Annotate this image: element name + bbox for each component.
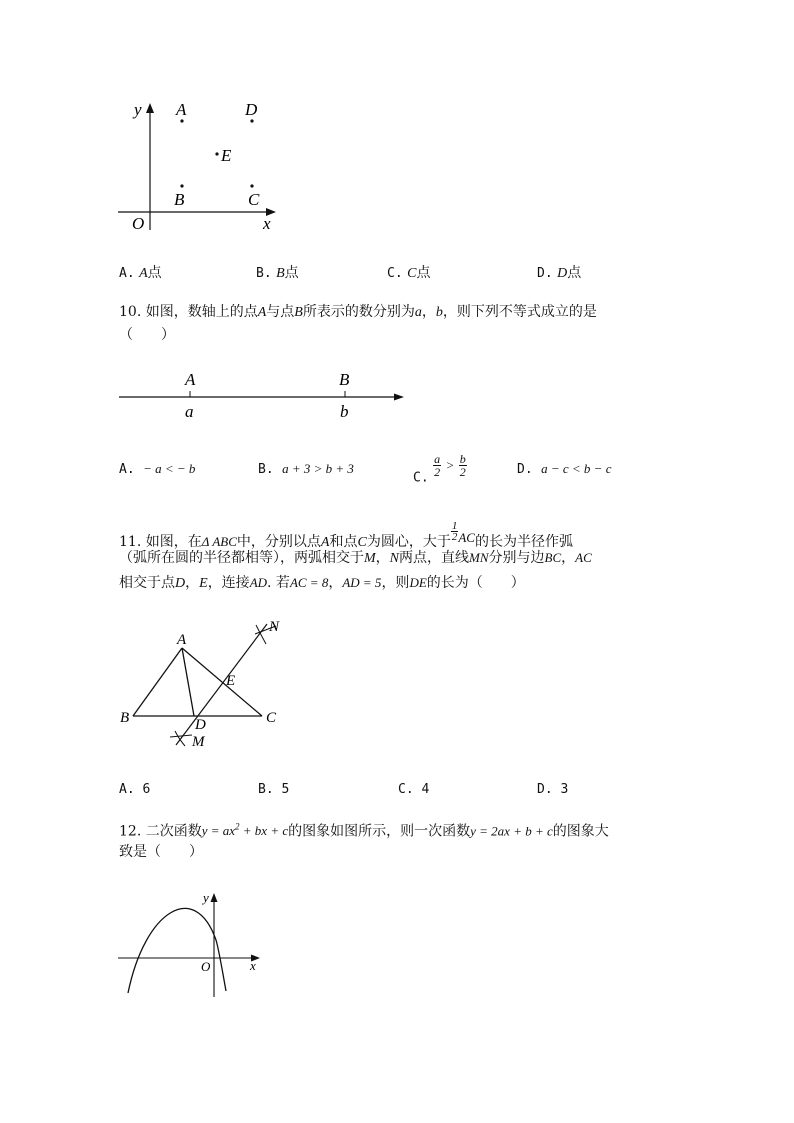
- q10-option-a-expr: − a < − b: [143, 461, 196, 476]
- q10-option-c-letter: C.: [413, 470, 429, 486]
- q10-var-b: b: [435, 305, 443, 320]
- q11-fig-label-d: D: [195, 717, 206, 733]
- q11-option-d-letter: D.: [537, 782, 553, 797]
- q9-point-a: [180, 119, 183, 122]
- q10-fig-label-b-lower: b: [340, 402, 349, 421]
- q11-line-mn-line: [176, 624, 267, 745]
- q9-option-b-suffix: 点: [284, 265, 299, 281]
- q9-option-c-suffix: 点: [416, 265, 431, 281]
- q11-ac: AC: [458, 530, 475, 545]
- q11-option-c-letter: C.: [398, 782, 414, 797]
- q10-option-c-frac2: [459, 453, 467, 478]
- q11-fig-label-b: B: [120, 710, 130, 726]
- q11-text-9: 分别与边: [488, 550, 545, 566]
- q11-text-17: 的长为（ ）: [426, 575, 525, 591]
- q11-fig-label-c: C: [266, 710, 277, 726]
- q9-label-c: C: [248, 190, 260, 209]
- q11-text-15: ，: [328, 575, 343, 591]
- q11-option-a-value: 6: [142, 782, 151, 797]
- q12-label-y: y: [203, 890, 209, 905]
- q9-option-c-letter: C.: [387, 266, 403, 281]
- q12-text-2: 的图象如图所示，则一次函数: [288, 823, 471, 840]
- q11-text-2: 中，分别以点: [236, 534, 321, 550]
- q11-eq-ad: AD = 5: [342, 575, 382, 590]
- q9-label-o: O: [132, 214, 145, 233]
- q10-option-c-relation: >: [445, 457, 455, 473]
- q11-eq-ac: AC = 8: [289, 575, 329, 590]
- q11-text-4: 为圆心，大于: [366, 534, 451, 550]
- q10-option-a-letter: A.: [119, 462, 135, 477]
- q11-option-a-letter: A.: [119, 782, 135, 797]
- q9-option-a-point: A: [139, 266, 148, 281]
- q9-option-d-letter: D.: [537, 266, 553, 281]
- q12-label-o: O: [201, 959, 211, 974]
- q11-segment-ad-line: [182, 648, 194, 716]
- q11-text-8: 两点，直线: [399, 550, 470, 566]
- q9-option-a[interactable]: [119, 264, 162, 283]
- q11-option-a[interactable]: [119, 781, 150, 799]
- q10-option-b-expr: a + 3 > b + 3: [282, 461, 354, 476]
- q11-side-ac: AC: [575, 550, 592, 565]
- q10-option-d-expr: a − c < b − c: [541, 461, 612, 476]
- q11-point-m: M: [364, 551, 376, 566]
- q11-text-1: 11. 如图，在: [119, 534, 202, 550]
- q11-fig-label-n: N: [269, 619, 280, 635]
- q11-text-6: （弧所在圆的半径都相等），两弧相交于: [119, 550, 364, 566]
- q10-option-a[interactable]: [119, 460, 195, 479]
- q9-point-b: [180, 184, 183, 187]
- q12-quadratic-pre: y = ax: [201, 823, 236, 839]
- q10-stem-line2: （ ）: [119, 327, 175, 343]
- q11-option-d[interactable]: [537, 781, 568, 799]
- q11-text-11: 相交于点: [119, 575, 175, 591]
- q11-text-5: 的长为半径作弧: [474, 534, 573, 550]
- q12-linear: y = 2ax + b + c: [470, 823, 553, 839]
- q11-line-mn: MN: [469, 550, 489, 565]
- q10-point-b: B: [294, 305, 303, 320]
- q10-option-c-num1: a: [434, 452, 441, 466]
- q11-half-den: 2: [451, 531, 458, 543]
- q12-y-arrow: [211, 893, 218, 902]
- q11-option-c[interactable]: [398, 781, 429, 799]
- q10-option-b[interactable]: [258, 460, 354, 479]
- q9-point-e: [215, 152, 218, 155]
- q10-fig-label-a-lower: a: [185, 402, 194, 421]
- q9-label-e: E: [221, 146, 232, 165]
- q11-point-e: E: [199, 576, 208, 591]
- q9-label-a: A: [176, 100, 187, 119]
- q12-figure: [110, 885, 270, 1000]
- q10-var-a: a: [414, 305, 422, 320]
- q11-side-bc: BC: [544, 550, 562, 565]
- q11-option-b-value: 5: [281, 782, 290, 797]
- q11-fig-label-m: M: [192, 734, 205, 750]
- q12-stem-line1: [119, 818, 609, 840]
- q10-text-3: 所表示的数分别为: [302, 304, 415, 320]
- q10-number-line: [115, 365, 410, 423]
- q9-point-d: [250, 119, 253, 122]
- q11-text-7: ，: [375, 550, 390, 566]
- q9-option-b-letter: B.: [256, 266, 272, 281]
- q11-stem-line2: [119, 549, 592, 568]
- q11-option-d-value: 3: [560, 782, 569, 797]
- q10-text-4: ，则下列不等式成立的是: [442, 304, 597, 320]
- q11-segment-de: DE: [409, 575, 427, 590]
- q11-fig-label-e: E: [226, 673, 236, 689]
- q10-fig-label-a-upper: A: [185, 370, 196, 389]
- q11-half-num: 1: [451, 520, 458, 532]
- q10-point-a: A: [257, 305, 267, 320]
- q12-stem-line2: 致是（ ）: [119, 844, 203, 860]
- q10-option-c[interactable]: [413, 453, 467, 488]
- q9-label-y: y: [134, 100, 142, 119]
- q9-option-d[interactable]: [537, 264, 581, 283]
- q11-fig-label-a: A: [177, 632, 187, 648]
- q10-stem-line1: [119, 303, 597, 322]
- q10-axis-arrow: [394, 394, 404, 401]
- q9-option-b[interactable]: [256, 264, 299, 283]
- q10-text-2: 与点: [266, 304, 295, 320]
- q10-option-d[interactable]: [517, 460, 611, 479]
- q11-text-16: ，则: [381, 575, 410, 591]
- q11-text-13: ，连接: [207, 575, 250, 591]
- q11-text-12: ，: [185, 575, 200, 591]
- q11-point-d: D: [175, 576, 186, 591]
- q9-figure: [110, 95, 290, 240]
- q11-text-3: 和点: [329, 534, 358, 550]
- q12-parabola: [128, 908, 226, 993]
- q10-option-b-letter: B.: [258, 462, 274, 477]
- q10-option-c-frac1: [433, 453, 441, 478]
- q11-text-10: ，: [561, 550, 576, 566]
- q9-option-a-letter: A.: [119, 266, 135, 281]
- q10-comma: ，: [421, 304, 436, 320]
- q10-option-c-den1: 2: [434, 465, 441, 479]
- q10-fig-label-b-upper: B: [339, 370, 350, 389]
- q9-option-a-suffix: 点: [147, 265, 162, 281]
- q9-label-b: B: [174, 190, 185, 209]
- q11-point-c: C: [357, 535, 367, 550]
- q12-text-1: 12. 二次函数: [119, 823, 202, 840]
- q9-label-x: x: [263, 214, 271, 233]
- q10-option-c-num2: b: [459, 452, 466, 466]
- q12-label-x: x: [250, 958, 256, 973]
- q9-point-c: [250, 184, 253, 187]
- q10-text-1: 10. 如图，数轴上的点: [119, 304, 258, 320]
- q11-stem-line1: [119, 521, 573, 552]
- q12-quadratic-sup: 2: [235, 822, 240, 832]
- q11-figure: [110, 615, 300, 755]
- q9-option-b-point: B: [276, 266, 285, 281]
- q12-quadratic-post: + bx + c: [239, 823, 289, 839]
- q10-option-d-letter: D.: [517, 462, 533, 477]
- q11-stem-line3: [119, 574, 525, 593]
- q9-option-d-suffix: 点: [567, 265, 582, 281]
- q9-option-d-point: D: [557, 266, 568, 281]
- q11-point-n: N: [389, 551, 400, 566]
- q11-point-a: A: [320, 535, 330, 550]
- q11-side-ab: [133, 648, 182, 716]
- q9-y-arrow: [146, 103, 154, 113]
- q11-arc-m-cross: [170, 735, 192, 737]
- q11-side-ac-line: [182, 648, 262, 716]
- q11-option-c-value: 4: [421, 782, 430, 797]
- q11-option-b-letter: B.: [258, 782, 274, 797]
- q9-option-c[interactable]: [387, 264, 430, 283]
- q11-option-b[interactable]: [258, 781, 289, 799]
- q12-quadratic: [202, 823, 288, 838]
- q9-option-c-point: C: [407, 266, 417, 281]
- q9-label-d: D: [245, 100, 258, 119]
- q11-segment-ad: AD: [249, 575, 268, 590]
- q11-triangle: Δ ABC: [201, 534, 237, 549]
- q10-option-c-den2: 2: [459, 465, 466, 479]
- q12-text-3: 的图象大: [552, 823, 609, 840]
- q11-text-14: . 若: [267, 575, 290, 591]
